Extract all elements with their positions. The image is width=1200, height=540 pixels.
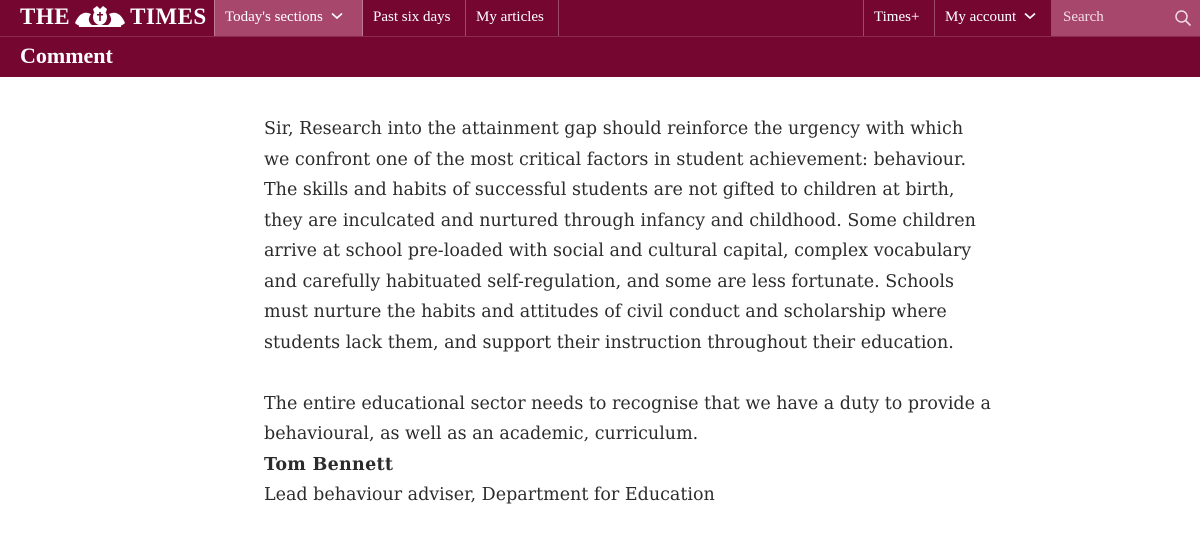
top-navigation-bar: [0, 0, 1200, 36]
nav-my-articles[interactable]: [466, 0, 559, 36]
search-placeholder: Search: [1063, 9, 1104, 25]
nav-my-articles-label: My articles: [476, 9, 544, 25]
paragraph-line: they are inculcated and nurtured through infancy and childhood. Some children: [264, 210, 976, 231]
nav-past-six-days[interactable]: [363, 0, 466, 36]
search-icon[interactable]: [1174, 9, 1192, 27]
nav-past-six-days-label: Past six days: [373, 9, 451, 25]
section-header-bar: [0, 36, 1200, 77]
paragraph-line: arrive at school pre-loaded with social and cultural capital, complex vocabulary: [264, 241, 972, 261]
paragraph-line: and carefully habituated self-regulation, and some are less fortunate. Schools: [264, 271, 955, 292]
logo-text-times: TIMES: [130, 4, 207, 29]
signer-name: Tom Bennett: [264, 454, 394, 475]
nav-my-account-label: My account: [945, 9, 1017, 25]
section-title: Comment: [20, 43, 113, 68]
paragraph-spacer: [264, 358, 964, 389]
paragraph-line: The entire educational sector needs to recognise that we have a duty to provide a: [264, 393, 991, 414]
paragraph-line: we confront one of the most critical factors in student achievement: behaviour.: [264, 149, 967, 170]
paragraph-line: students lack them, and support their instruction throughout their education.: [264, 332, 954, 353]
the-times-logo[interactable]: [20, 4, 207, 30]
search-input[interactable]: [1052, 0, 1200, 36]
nav-times-plus[interactable]: [863, 0, 935, 36]
logo-text-the: THE: [20, 4, 71, 29]
nav-todays-sections-label: Today's sections: [225, 9, 323, 25]
signer-title: Lead behaviour adviser, Department for Education: [264, 485, 715, 505]
paragraph-line: behavioural, as well as an academic, curriculum.: [264, 424, 699, 444]
letter-body: [264, 114, 991, 511]
paragraph-line: The skills and habits of successful students are not gifted to children at birth,: [264, 180, 955, 200]
nav-my-account[interactable]: [935, 0, 1052, 36]
royal-crest-icon: [73, 5, 127, 29]
chevron-down-icon: [1024, 12, 1036, 20]
chevron-down-icon: [331, 12, 343, 20]
nav-todays-sections[interactable]: [214, 0, 363, 36]
paragraph-line: Sir, Research into the attainment gap should reinforce the urgency with which: [264, 119, 964, 139]
nav-times-plus-label: Times+: [874, 9, 920, 25]
paragraph-line: must nurture the habits and attitudes of civil conduct and scholarship where: [264, 302, 947, 322]
